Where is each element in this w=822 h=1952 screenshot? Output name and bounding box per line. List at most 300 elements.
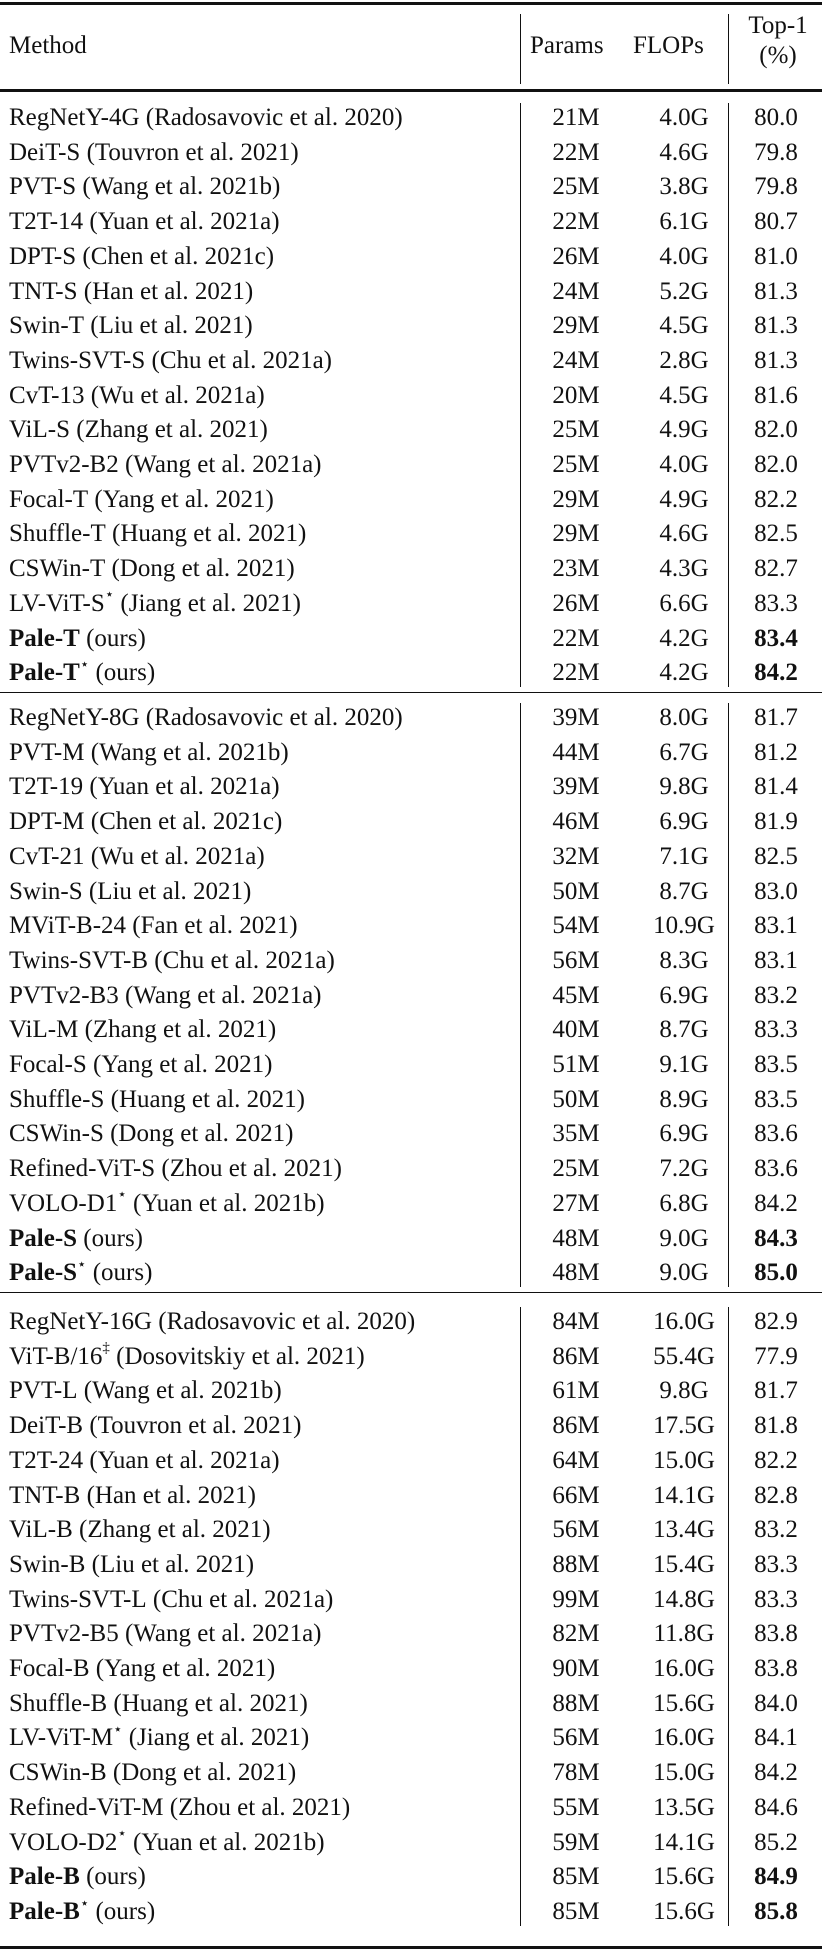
flops-cell bbox=[628, 1895, 728, 1930]
table-row bbox=[0, 587, 822, 622]
flops-value: 2.8G bbox=[659, 346, 709, 374]
top1-cell: 83.6 bbox=[754, 1120, 798, 1148]
flops-value: 6.6G bbox=[659, 589, 709, 617]
method-citation: (Chen et al. 2021c) bbox=[84, 808, 283, 836]
method-citation: (Zhou et al. 2021) bbox=[163, 1793, 351, 1821]
method-name: Refined-ViT-M bbox=[9, 1793, 164, 1821]
method-cell bbox=[9, 1617, 322, 1652]
top1-cell: 79.8 bbox=[754, 173, 798, 201]
top1-cell: 82.5 bbox=[754, 520, 798, 548]
top1-cell: 83.3 bbox=[754, 589, 798, 617]
top1-cell: 77.9 bbox=[754, 1342, 798, 1370]
flops-value: 4.9G bbox=[659, 416, 709, 444]
method-cell bbox=[9, 1013, 276, 1048]
top1-cell: 85.8 bbox=[754, 1897, 798, 1925]
params-cell: 25M bbox=[552, 1155, 600, 1183]
method-name: Pale-T bbox=[9, 624, 80, 652]
flops-cell bbox=[628, 1791, 728, 1826]
method-citation: (Yang et al. 2021) bbox=[86, 1051, 273, 1078]
flops-cell bbox=[628, 136, 728, 171]
flops-value: 4.0G bbox=[659, 451, 709, 478]
top1-cell: 81.9 bbox=[754, 808, 798, 836]
flops-value: 8.0G bbox=[659, 704, 709, 731]
table-row bbox=[0, 1583, 822, 1618]
method-citation: (Zhang et al. 2021) bbox=[78, 1016, 277, 1044]
flops-cell bbox=[628, 483, 728, 518]
flops-cell bbox=[628, 944, 728, 979]
method-cell bbox=[9, 552, 295, 587]
flops-cell bbox=[628, 517, 728, 552]
top1-cell: 83.2 bbox=[754, 1516, 798, 1544]
method-citation: (Han et al. 2021) bbox=[77, 277, 254, 305]
top1-cell: 80.7 bbox=[754, 208, 798, 236]
table-row bbox=[0, 979, 822, 1014]
method-cell bbox=[9, 736, 289, 771]
params-cell: 35M bbox=[552, 1120, 600, 1148]
method-cell bbox=[9, 205, 280, 240]
method-citation: (Huang et al. 2021) bbox=[107, 1689, 308, 1717]
top1-cell: 83.8 bbox=[754, 1620, 798, 1648]
flops-cell bbox=[628, 448, 728, 483]
table-row bbox=[0, 701, 822, 736]
method-name: Twins-SVT-S bbox=[9, 346, 146, 374]
params-cell: 61M bbox=[552, 1377, 600, 1405]
params-cell: 23M bbox=[552, 555, 600, 583]
params-cell: 56M bbox=[552, 1724, 600, 1752]
method-cell bbox=[9, 1340, 365, 1375]
flops-value: 4.6G bbox=[659, 138, 709, 166]
header-rule bbox=[0, 89, 822, 92]
table-row bbox=[0, 170, 822, 205]
method-citation: (ours) bbox=[89, 659, 156, 687]
flops-cell bbox=[628, 101, 728, 136]
params-cell: 50M bbox=[552, 1085, 600, 1113]
method-citation: (Zhou et al. 2021) bbox=[155, 1155, 342, 1183]
flops-cell bbox=[628, 805, 728, 840]
top1-cell: 83.1 bbox=[754, 912, 798, 940]
header-top1-unit: (%) bbox=[759, 42, 797, 69]
method-name: PVTv2-B5 bbox=[9, 1620, 119, 1648]
flops-value: 4.3G bbox=[659, 555, 709, 583]
method-cell bbox=[9, 622, 146, 657]
method-name: Pale-T bbox=[9, 659, 80, 687]
method-citation: (Jiang et al. 2021) bbox=[114, 589, 301, 617]
table-row bbox=[0, 1013, 822, 1048]
method-name: TNT-S bbox=[9, 277, 78, 305]
method-name: RegNetY-4G bbox=[9, 104, 140, 131]
flops-cell bbox=[628, 622, 728, 657]
flops-cell bbox=[628, 1083, 728, 1118]
flops-cell bbox=[628, 770, 728, 805]
method-name: Twins-SVT-L bbox=[9, 1585, 147, 1613]
method-citation: (Radosavovic et al. 2020) bbox=[152, 1308, 416, 1335]
method-name: Twins-SVT-B bbox=[9, 946, 149, 974]
method-name: LV-ViT-S bbox=[9, 589, 105, 617]
table-row bbox=[0, 275, 822, 310]
method-marker: ⋆ bbox=[104, 587, 115, 604]
method-cell bbox=[9, 979, 322, 1014]
flops-value: 5.2G bbox=[659, 277, 709, 305]
params-cell: 24M bbox=[552, 346, 600, 374]
flops-value: 55.4G bbox=[653, 1342, 715, 1370]
flops-value: 15.6G bbox=[653, 1689, 715, 1717]
flops-cell bbox=[628, 1152, 728, 1187]
flops-value: 14.8G bbox=[653, 1585, 715, 1613]
method-name: PVTv2-B2 bbox=[9, 451, 119, 478]
flops-value: 4.6G bbox=[659, 520, 709, 548]
method-cell bbox=[9, 1048, 272, 1083]
flops-value: 6.1G bbox=[659, 208, 709, 236]
params-cell: 21M bbox=[552, 104, 600, 131]
table-row bbox=[0, 1305, 822, 1340]
method-name: VOLO-D2 bbox=[9, 1828, 118, 1856]
method-cell bbox=[9, 136, 299, 171]
method-cell bbox=[9, 840, 265, 875]
top1-cell: 83.5 bbox=[754, 1051, 798, 1078]
method-cell bbox=[9, 344, 332, 379]
table-row bbox=[0, 1687, 822, 1722]
params-cell: 59M bbox=[552, 1828, 600, 1856]
method-citation: (Chu et al. 2021a) bbox=[148, 946, 335, 974]
top1-cell: 81.6 bbox=[754, 381, 798, 409]
params-cell: 85M bbox=[552, 1863, 600, 1891]
method-cell bbox=[9, 275, 253, 310]
table-row bbox=[0, 1513, 822, 1548]
params-cell: 22M bbox=[552, 624, 600, 652]
table-row bbox=[0, 1340, 822, 1375]
flops-cell bbox=[628, 309, 728, 344]
top1-cell: 81.8 bbox=[754, 1412, 798, 1440]
flops-cell bbox=[628, 205, 728, 240]
params-cell: 82M bbox=[552, 1620, 600, 1648]
table-row bbox=[0, 1152, 822, 1187]
params-cell: 48M bbox=[552, 1224, 600, 1252]
method-name: RegNetY-8G bbox=[9, 704, 140, 731]
top-rule bbox=[0, 2, 822, 5]
flops-value: 4.5G bbox=[659, 381, 709, 409]
top1-cell: 83.3 bbox=[754, 1550, 798, 1578]
flops-value: 3.8G bbox=[659, 173, 709, 201]
top1-cell: 81.0 bbox=[754, 242, 798, 270]
table-row bbox=[0, 1374, 822, 1409]
flops-cell bbox=[628, 1305, 728, 1340]
top1-cell: 81.4 bbox=[754, 773, 798, 801]
table-row bbox=[0, 1256, 822, 1291]
params-cell: 51M bbox=[552, 1051, 600, 1078]
flops-cell bbox=[628, 1721, 728, 1756]
flops-value: 6.8G bbox=[659, 1189, 709, 1217]
params-cell: 86M bbox=[552, 1412, 600, 1440]
method-name: ViL-S bbox=[9, 416, 70, 444]
flops-cell bbox=[628, 875, 728, 910]
params-cell: 66M bbox=[552, 1481, 600, 1509]
params-cell: 29M bbox=[552, 312, 600, 340]
method-name: PVT-L bbox=[9, 1377, 78, 1405]
params-cell: 26M bbox=[552, 242, 600, 270]
flops-value: 4.0G bbox=[659, 242, 709, 270]
params-cell: 44M bbox=[552, 738, 600, 766]
method-cell bbox=[9, 1860, 146, 1895]
top1-cell: 83.2 bbox=[754, 981, 798, 1009]
table-row bbox=[0, 656, 822, 691]
method-citation: (Dong et al. 2021) bbox=[105, 555, 295, 583]
method-citation: (ours) bbox=[79, 624, 146, 652]
method-cell bbox=[9, 805, 282, 840]
top1-cell: 82.7 bbox=[754, 555, 798, 583]
top1-cell: 85.2 bbox=[754, 1828, 798, 1856]
method-citation: (Fan et al. 2021) bbox=[126, 912, 298, 940]
flops-cell bbox=[628, 1756, 728, 1791]
table-row bbox=[0, 1187, 822, 1222]
flops-cell bbox=[628, 1860, 728, 1895]
flops-cell bbox=[628, 701, 728, 736]
params-cell: 22M bbox=[552, 208, 600, 236]
flops-cell bbox=[628, 1617, 728, 1652]
flops-cell bbox=[628, 1583, 728, 1618]
method-name: PVT-S bbox=[9, 173, 77, 201]
method-citation: (Yang et al. 2021) bbox=[88, 485, 274, 513]
top1-cell: 84.3 bbox=[754, 1224, 798, 1252]
table-row bbox=[0, 309, 822, 344]
params-cell: 56M bbox=[552, 946, 600, 974]
table-row bbox=[0, 1826, 822, 1861]
params-cell: 29M bbox=[552, 520, 600, 548]
table-row bbox=[0, 1756, 822, 1791]
method-citation: (Wang et al. 2021a) bbox=[118, 981, 322, 1009]
flops-value: 13.5G bbox=[653, 1793, 715, 1821]
top1-cell: 84.6 bbox=[754, 1793, 798, 1821]
method-name: TNT-B bbox=[9, 1481, 81, 1509]
method-cell bbox=[9, 701, 403, 736]
method-citation: (Touvron et al. 2021) bbox=[83, 1412, 302, 1440]
method-name: Shuffle-S bbox=[9, 1085, 105, 1113]
method-cell bbox=[9, 517, 306, 552]
method-name: CSWin-B bbox=[9, 1759, 107, 1787]
top1-cell: 81.7 bbox=[754, 1377, 798, 1405]
method-citation: (Han et al. 2021) bbox=[80, 1481, 256, 1509]
top1-cell: 81.7 bbox=[754, 704, 798, 731]
flops-cell bbox=[628, 413, 728, 448]
flops-value: 6.9G bbox=[659, 808, 709, 836]
top1-cell: 83.8 bbox=[754, 1655, 798, 1682]
bottom-rule bbox=[0, 1946, 822, 1949]
params-cell: 40M bbox=[552, 1016, 600, 1044]
method-cell bbox=[9, 1687, 308, 1722]
table-row bbox=[0, 1479, 822, 1514]
method-citation: (Chu et al. 2021a) bbox=[145, 346, 333, 374]
flops-cell bbox=[628, 552, 728, 587]
method-citation: (Liu et al. 2021) bbox=[85, 1550, 255, 1578]
top1-cell: 82.9 bbox=[754, 1308, 798, 1335]
flops-value: 15.6G bbox=[653, 1863, 715, 1891]
flops-cell bbox=[628, 840, 728, 875]
section-rule bbox=[0, 1292, 822, 1294]
table-row bbox=[0, 379, 822, 414]
flops-value: 4.9G bbox=[659, 485, 709, 513]
flops-value: 6.7G bbox=[659, 738, 709, 766]
table-row bbox=[0, 448, 822, 483]
flops-cell bbox=[628, 1187, 728, 1222]
flops-value: 9.8G bbox=[659, 773, 709, 801]
method-name: RegNetY-16G bbox=[9, 1308, 153, 1335]
method-name: DeiT-S bbox=[9, 138, 81, 166]
method-citation: (Wang et al. 2021a) bbox=[118, 451, 322, 478]
flops-value: 10.9G bbox=[653, 912, 715, 940]
header-method: Method bbox=[9, 32, 87, 59]
method-name: MViT-B-24 bbox=[9, 912, 127, 940]
method-name: ViL-M bbox=[9, 1016, 79, 1044]
top1-cell: 81.3 bbox=[754, 277, 798, 305]
flops-value: 16.0G bbox=[653, 1724, 715, 1752]
column-divider bbox=[728, 703, 729, 1287]
column-divider bbox=[520, 703, 521, 1287]
method-cell bbox=[9, 656, 155, 691]
method-cell bbox=[9, 309, 253, 344]
table-row bbox=[0, 944, 822, 979]
method-cell bbox=[9, 1374, 282, 1409]
method-name: VOLO-D1 bbox=[9, 1189, 118, 1217]
flops-cell bbox=[628, 1409, 728, 1444]
flops-cell bbox=[628, 170, 728, 205]
method-cell bbox=[9, 448, 322, 483]
method-citation: (Chu et al. 2021a) bbox=[146, 1585, 334, 1613]
flops-value: 8.3G bbox=[659, 946, 709, 974]
method-citation: (ours) bbox=[86, 1259, 153, 1287]
method-name: DPT-M bbox=[9, 808, 85, 836]
method-citation: (Yuan et al. 2021a) bbox=[83, 208, 280, 236]
params-cell: 26M bbox=[552, 589, 600, 617]
flops-value: 9.0G bbox=[659, 1224, 709, 1252]
method-cell bbox=[9, 1409, 301, 1444]
method-cell bbox=[9, 1305, 415, 1340]
table-row bbox=[0, 483, 822, 518]
flops-cell bbox=[628, 736, 728, 771]
params-cell: 48M bbox=[552, 1259, 600, 1287]
method-citation: (Radosavovic et al. 2020) bbox=[139, 704, 403, 731]
flops-cell bbox=[628, 240, 728, 275]
method-marker: ⋆ bbox=[79, 1895, 90, 1912]
method-cell bbox=[9, 770, 280, 805]
flops-value: 15.6G bbox=[653, 1897, 715, 1925]
table-row bbox=[0, 1860, 822, 1895]
flops-cell bbox=[628, 379, 728, 414]
method-cell bbox=[9, 1548, 254, 1583]
table-row bbox=[0, 1083, 822, 1118]
flops-value: 9.8G bbox=[659, 1377, 709, 1405]
top1-cell: 84.2 bbox=[754, 659, 798, 687]
method-marker: ⋆ bbox=[113, 1722, 123, 1739]
params-cell: 46M bbox=[552, 808, 600, 836]
table-row bbox=[0, 1721, 822, 1756]
table-row bbox=[0, 840, 822, 875]
flops-value: 9.0G bbox=[659, 1259, 709, 1287]
table-row bbox=[0, 1791, 822, 1826]
method-name: CSWin-S bbox=[9, 1120, 104, 1148]
method-citation: (Wu et al. 2021a) bbox=[84, 381, 265, 409]
method-name: DeiT-B bbox=[9, 1412, 84, 1440]
params-cell: 29M bbox=[552, 485, 600, 513]
table-row bbox=[0, 736, 822, 771]
table-row bbox=[0, 1444, 822, 1479]
method-name: CSWin-T bbox=[9, 555, 106, 583]
method-name: CvT-13 bbox=[9, 381, 85, 409]
method-citation: (Yuan et al. 2021b) bbox=[126, 1828, 325, 1856]
flops-value: 17.5G bbox=[653, 1412, 715, 1440]
flops-cell bbox=[628, 1826, 728, 1861]
flops-value: 9.1G bbox=[659, 1051, 709, 1078]
method-citation: (Dosovitskiy et al. 2021) bbox=[109, 1342, 365, 1370]
method-name: Shuffle-T bbox=[9, 520, 106, 548]
top1-cell: 82.2 bbox=[754, 485, 798, 513]
top1-cell: 84.0 bbox=[754, 1689, 798, 1717]
table-row bbox=[0, 517, 822, 552]
table-row bbox=[0, 622, 822, 657]
params-cell: 20M bbox=[552, 381, 600, 409]
method-name: Swin-T bbox=[9, 312, 84, 340]
section-rule bbox=[0, 692, 822, 694]
method-name: DPT-S bbox=[9, 242, 77, 270]
header-params: Params bbox=[530, 32, 604, 59]
flops-cell bbox=[628, 344, 728, 379]
column-divider bbox=[728, 1307, 729, 1926]
method-name: ViT-B/16 bbox=[9, 1342, 103, 1370]
params-cell: 32M bbox=[552, 842, 600, 870]
method-citation: (Huang et al. 2021) bbox=[105, 520, 307, 548]
flops-value: 16.0G bbox=[653, 1655, 715, 1682]
method-name: T2T-24 bbox=[9, 1446, 84, 1474]
flops-value: 8.7G bbox=[659, 877, 709, 905]
flops-cell bbox=[628, 1513, 728, 1548]
method-marker: ‡ bbox=[102, 1340, 110, 1357]
method-citation: (ours) bbox=[79, 1863, 146, 1891]
params-cell: 86M bbox=[552, 1342, 600, 1370]
params-cell: 90M bbox=[552, 1655, 600, 1682]
params-cell: 25M bbox=[552, 451, 600, 478]
column-divider bbox=[520, 103, 521, 687]
method-cell bbox=[9, 1152, 342, 1187]
method-cell bbox=[9, 1117, 293, 1152]
flops-cell bbox=[628, 1013, 728, 1048]
method-citation: (Wang et al. 2021b) bbox=[77, 1377, 282, 1405]
flops-value: 15.4G bbox=[653, 1550, 715, 1578]
flops-value: 6.9G bbox=[659, 981, 709, 1009]
column-divider bbox=[520, 1307, 521, 1926]
method-cell bbox=[9, 1479, 256, 1514]
method-cell bbox=[9, 170, 280, 205]
table-row bbox=[0, 1409, 822, 1444]
method-cell bbox=[9, 240, 274, 275]
method-cell bbox=[9, 483, 274, 518]
table-row bbox=[0, 1652, 822, 1687]
method-marker: ⋆ bbox=[117, 1826, 127, 1843]
params-cell: 50M bbox=[552, 877, 600, 905]
method-cell bbox=[9, 1791, 350, 1826]
flops-cell bbox=[628, 1117, 728, 1152]
params-cell: 22M bbox=[552, 138, 600, 166]
method-citation: (Liu et al. 2021) bbox=[84, 312, 253, 340]
table-row bbox=[0, 1548, 822, 1583]
method-name: ViL-B bbox=[9, 1516, 73, 1544]
flops-cell bbox=[628, 275, 728, 310]
params-cell: 99M bbox=[552, 1585, 600, 1613]
top1-cell: 84.2 bbox=[754, 1759, 798, 1787]
table-row bbox=[0, 344, 822, 379]
flops-cell bbox=[628, 1444, 728, 1479]
method-citation: (Yuan et al. 2021a) bbox=[83, 1446, 280, 1474]
flops-value: 4.0G bbox=[659, 104, 709, 131]
method-cell bbox=[9, 875, 251, 910]
flops-value: 14.1G bbox=[653, 1828, 715, 1856]
